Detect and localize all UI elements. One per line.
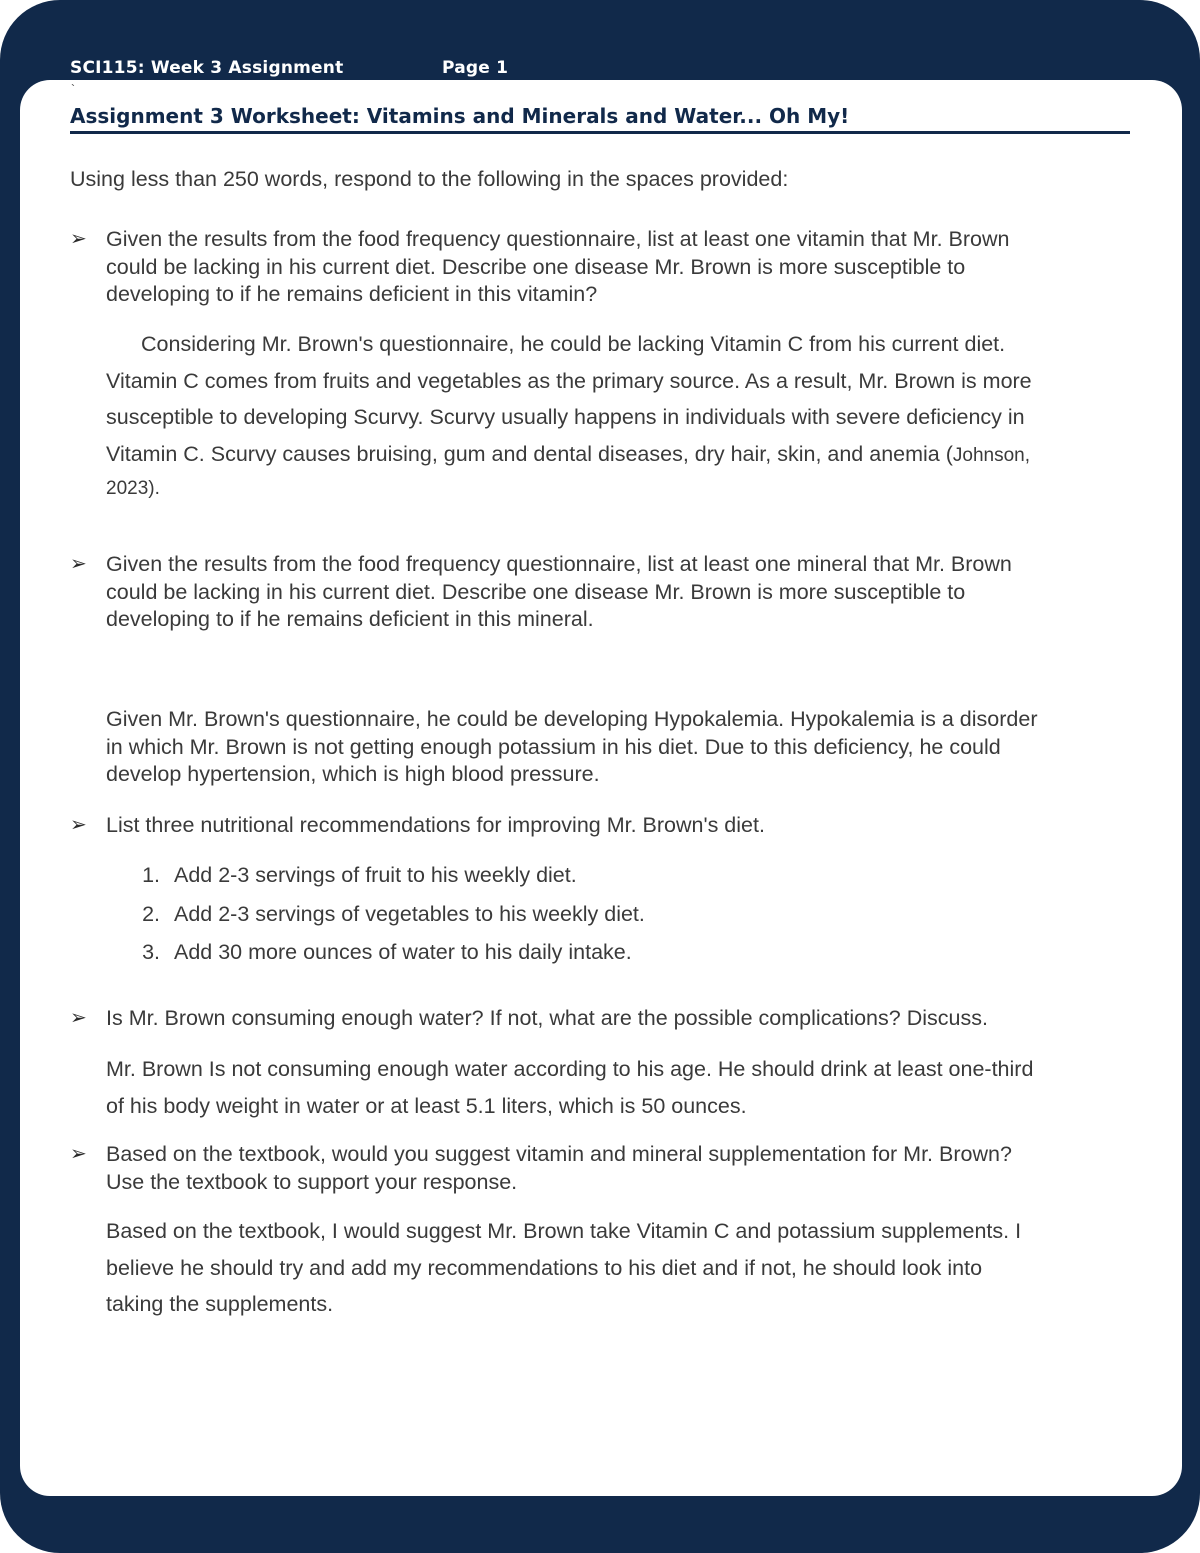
- answer-5: [106, 1213, 1021, 1323]
- bullet-arrow-icon: ➢: [70, 228, 87, 250]
- answer-2-line: Given Mr. Brown's questionnaire, he could be developing Hypokalemia. Hypokalemia is a disorder: [106, 707, 1038, 731]
- page-number: Page 1: [442, 58, 509, 78]
- answer-1: [106, 326, 1032, 504]
- list-number: 2.: [142, 902, 160, 926]
- bullet-arrow-icon: ➢: [70, 814, 87, 836]
- list-text: Add 30 more ounces of water to his daily intake.: [174, 940, 632, 964]
- answer-1-line: susceptible to developing Scurvy. Scurvy usually happens in individuals with severe deficiency in: [106, 405, 1025, 429]
- worksheet-title: Assignment 3 Worksheet: Vitamins and Minerals and Water... Oh My!: [70, 104, 1130, 134]
- question-2-line: Given the results from the food frequency questionnaire, list at least one mineral that Mr. Brown: [106, 552, 1012, 576]
- list-number: 1.: [142, 863, 160, 887]
- answer-1-line: [106, 436, 1032, 475]
- instructions-text: Using less than 250 words, respond to the following in the spaces provided:: [70, 167, 789, 191]
- list-number: 3.: [142, 940, 160, 964]
- question-5: [106, 1141, 1012, 1196]
- question-5-line: Use the textbook to support your response.: [106, 1169, 518, 1194]
- stray-mark: `: [71, 82, 75, 96]
- question-2: [106, 551, 1012, 634]
- answer-2: [106, 706, 1037, 789]
- question-5-line: Based on the textbook, would you suggest vitamin and mineral supplementation for Mr. Brown?: [106, 1142, 1012, 1166]
- answer-4-line: Mr. Brown Is not consuming enough water according to his age. He should drink at least one-third: [106, 1057, 1034, 1081]
- bullet-arrow-icon: ➢: [70, 553, 87, 575]
- citation-year: 2023).: [106, 478, 160, 499]
- course-label: SCI115: Week 3 Assignment: [70, 58, 344, 78]
- question-1-line: Given the results from the food frequency questionnaire, list at least one vitamin that Mr. Brown: [106, 227, 1010, 251]
- answer-1-line: Vitamin C comes from fruits and vegetables as the primary source. As a result, Mr. Brown is more: [106, 368, 1032, 393]
- answer-2-line: develop hypertension, which is high blood pressure.: [106, 762, 600, 786]
- answer-2-line: in which Mr. Brown is not getting enough potassium in his diet. Due to this deficiency, he could: [106, 734, 1001, 759]
- bullet-arrow-icon: ➢: [70, 1143, 87, 1165]
- answer-4-line: of his body weight in water or at least 5.1 liters, which is 50 ounces.: [106, 1093, 747, 1118]
- answer-1-line: Considering Mr. Brown's questionnaire, he could be lacking Vitamin C from his current diet.: [141, 332, 1006, 356]
- question-3: List three nutritional recommendations for improving Mr. Brown's diet.: [106, 813, 765, 837]
- question-2-line: developing to if he remains deficient in this mineral.: [106, 607, 594, 631]
- answer-5-line: taking the supplements.: [106, 1292, 334, 1316]
- question-2-line: could be lacking in his current diet. Describe one disease Mr. Brown is more susceptible to: [106, 579, 966, 604]
- citation: Johnson,: [952, 444, 1031, 466]
- question-4: Is Mr. Brown consuming enough water? If not, what are the possible complications? Discuss.: [106, 1006, 988, 1030]
- answer-1-text: Vitamin C. Scurvy causes bruising, gum and dental diseases, dry hair, skin, and anemia (: [106, 441, 953, 466]
- answer-5-line: Based on the textbook, I would suggest Mr. Brown take Vitamin C and potassium supplements. I: [106, 1219, 1022, 1243]
- question-1: [106, 226, 1009, 309]
- list-text: Add 2-3 servings of vegetables to his weekly diet.: [174, 902, 645, 926]
- list-text: Add 2-3 servings of fruit to his weekly diet.: [174, 863, 577, 887]
- answer-5-line: believe he should try and add my recommendations to his diet and if not, he should look into: [106, 1255, 983, 1280]
- question-1-line: developing to if he remains deficient in this vitamin?: [106, 282, 598, 306]
- question-1-line: could be lacking in his current diet. Describe one disease Mr. Brown is more susceptible to: [106, 254, 966, 279]
- bullet-arrow-icon: ➢: [70, 1007, 87, 1029]
- answer-4: [106, 1051, 1033, 1124]
